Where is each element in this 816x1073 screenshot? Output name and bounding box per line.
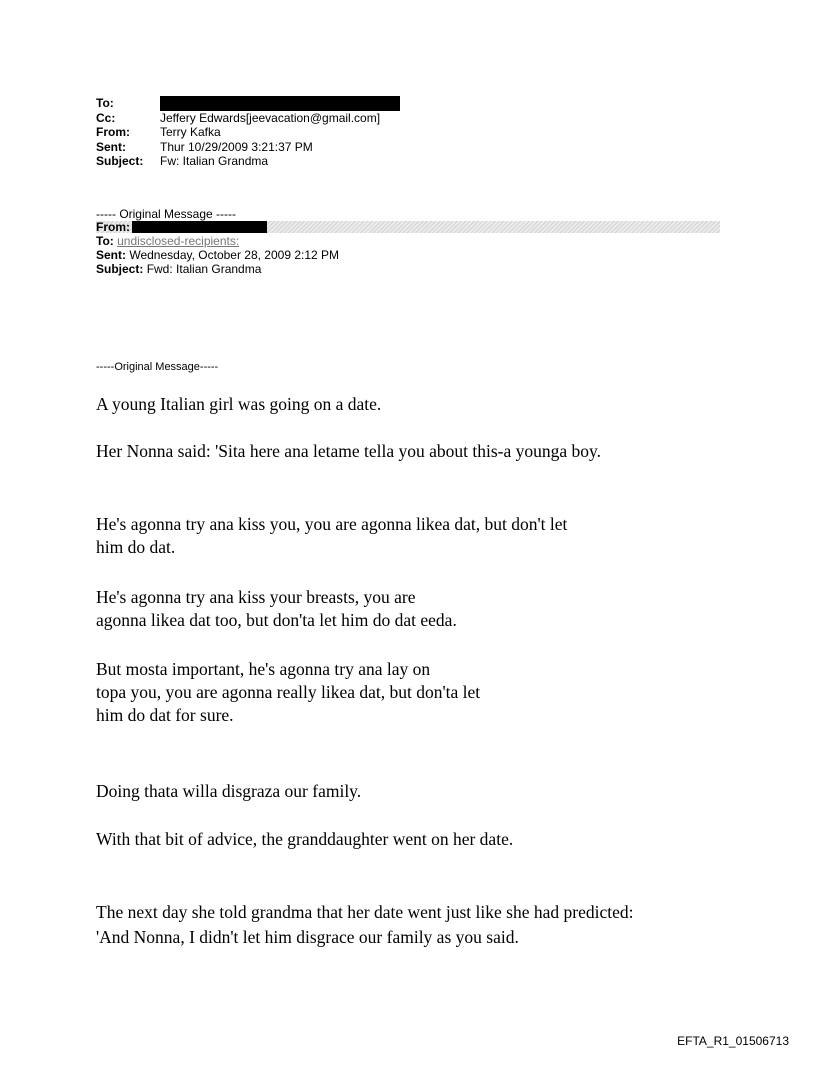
body-paragraph: Her Nonna said: 'Sita here ana letame tella you about this-a younga boy. xyxy=(96,441,601,461)
original-from-label: From: xyxy=(96,220,130,234)
subject-label: Subject: xyxy=(96,154,144,169)
body-paragraph-line: him do dat for sure. xyxy=(96,705,234,725)
email-header xyxy=(96,96,400,169)
cc-row xyxy=(96,111,400,126)
body-paragraph-line: him do dat. xyxy=(96,537,176,557)
body-paragraph-line: He's agonna try ana kiss you, you are agonna likea dat, but don't let xyxy=(96,514,568,534)
from-value: Terry Kafka xyxy=(160,125,221,140)
original-subject-label: Subject: xyxy=(96,262,144,276)
from-row xyxy=(96,125,400,140)
sent-value: Thur 10/29/2009 3:21:37 PM xyxy=(160,139,313,154)
original-to-link[interactable]: undisclosed-recipients: xyxy=(117,234,240,248)
original-to-label: To: xyxy=(96,234,114,248)
original-subject-value: Fwd: Italian Grandma xyxy=(146,262,262,276)
cc-value: Jeffery Edwards[jeevacation@gmail.com] xyxy=(160,110,381,125)
body-paragraph-line: He's agonna try ana kiss your breasts, you are xyxy=(96,587,416,607)
body-paragraph-line: agonna likea dat too, but don'ta let him do dat eeda. xyxy=(96,610,457,630)
body-paragraph-line: The next day she told grandma that her date went just like she had predicted: xyxy=(96,902,634,922)
body-paragraph: A young Italian girl was going on a date. xyxy=(96,394,382,414)
redaction-bar xyxy=(160,96,400,111)
second-original-divider: -----Original Message----- xyxy=(96,361,219,373)
subject-row xyxy=(96,154,400,169)
original-sent-value: Wednesday, October 28, 2009 2:12 PM xyxy=(129,248,340,262)
to-row xyxy=(96,96,400,111)
body-paragraph-line: 'And Nonna, I didn't let him disgrace our family as you said. xyxy=(96,927,519,947)
original-message-divider: ----- Original Message ----- xyxy=(96,207,237,221)
from-label: From: xyxy=(96,125,130,140)
original-to-row xyxy=(96,234,720,248)
original-message-header xyxy=(96,207,720,276)
to-label: To: xyxy=(96,96,114,111)
sent-label: Sent: xyxy=(96,139,126,154)
subject-value: Fw: Italian Grandma xyxy=(160,154,269,169)
sent-row xyxy=(96,140,400,155)
cc-label: Cc: xyxy=(96,110,116,125)
body-paragraph: Doing thata willa disgraza our family. xyxy=(96,781,362,801)
document-id: EFTA_R1_01506713 xyxy=(677,1034,789,1048)
redaction-bar xyxy=(132,221,267,233)
body-paragraph: With that bit of advice, the granddaughter went on her date. xyxy=(96,829,514,849)
original-sent-label: Sent: xyxy=(96,248,126,262)
body-paragraph-line: But mosta important, he's agonna try ana lay on xyxy=(96,659,431,679)
original-sent-row xyxy=(96,248,720,262)
original-subject-row xyxy=(96,262,720,276)
body-paragraph-line: topa you, you are agonna really likea dat, but don'ta let xyxy=(96,682,481,702)
original-from-row xyxy=(96,221,720,233)
